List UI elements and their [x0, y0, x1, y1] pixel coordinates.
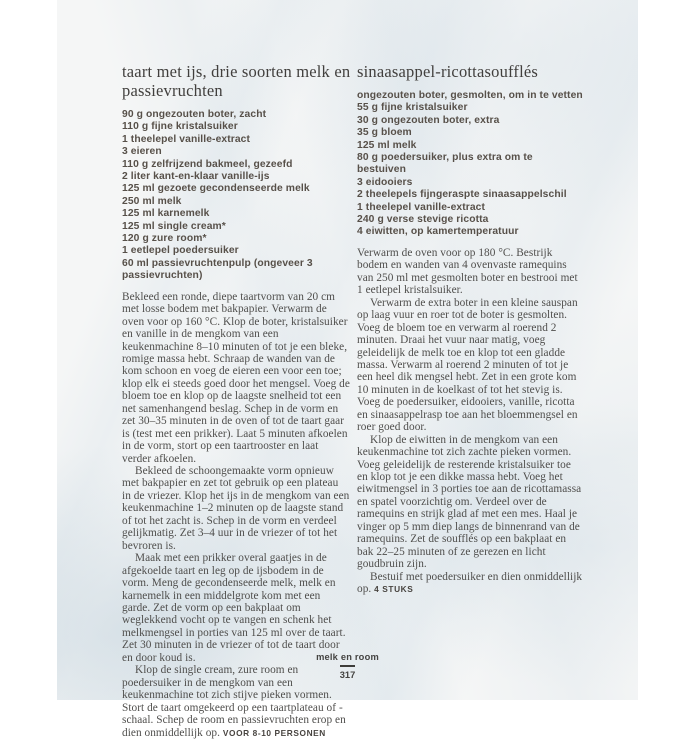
ingredient-list: [122, 109, 350, 283]
ingredient-item: 125 ml single cream*: [122, 220, 226, 232]
ingredient-list: [357, 90, 583, 239]
ingredient-item: 2 theelepels fijngeraspte sinaasappelschil: [357, 189, 567, 201]
instruction-paragraph: Maak met een prikker overal gaatjes in de afgekoelde taart en leg op de ijsbodem in de vorm. Meng de gecondenseerde melk, melk en karnemelk in een middelgrote kom met een garde. Zet de vorm op een bakplaat om weglekkend vocht op te vangen en schenk het melkmengsel in porties van 125 ml over de taart. Zet 30 minuten in de vriezer of tot de taart door en door koud is.: [122, 552, 346, 664]
instruction-paragraph: Verwarm de extra boter in een kleine sauspan op laag vuur en roer tot de boter is gesmolten. Voeg de bloem toe en verwarm al roerend 2 minuten. Draai het vuur naar matig, voeg geleidelijk de melk toe en klop tot een gladde massa. Verwarm al roerend 2 minuten of tot je een heel dik mengsel hebt. Zet in een grote kom 10 minuten in de koelkast of tot het stevig is. Voeg de poedersuiker, eidooiers, vanille, ricotta en sinaasappelrasp toe aan het bloemmengsel en roer goed door.: [357, 296, 578, 434]
ingredient-item: 2 liter kant-en-klaar vanille-ijs: [122, 171, 270, 183]
ingredient-item: 55 g fijne kristalsuiker: [357, 102, 468, 114]
instruction-paragraph: Verwarm de oven voor op 180 °C. Bestrijk bodem en wanden van 4 ovenvaste ramequins van 250 ml met gesmolten boter en bestrooi met 1 eetlepel kristalsuiker.: [357, 246, 578, 297]
ingredient-item: 35 g bloem: [357, 127, 412, 139]
ingredient-item: 1 theelepel vanille-extract: [122, 133, 251, 145]
ingredient-item: 240 g verse stevige ricotta: [357, 214, 489, 226]
ingredient-item: 80 g poedersuiker, plus extra om te bestuiven: [357, 152, 533, 176]
yield-badge: 4 STUKS: [374, 584, 414, 595]
ingredient-item: 250 ml melk: [122, 195, 182, 207]
instructions: [357, 247, 583, 596]
instruction-paragraph: Klop de eiwitten in de mengkom van een keukenmachine tot zich zachte pieken vormen. Voeg geleidelijk de resterende kristalsuiker toe en klop tot je een dikke massa hebt. Voeg het eiwitmengsel in 3 porties toe aan de ricottamassa en spatel voorzichtig om. Verdeel over de ramequins en strijk glad af met een mes. Haal je vinger op 5 mm diep langs de binnenrand van de ramequins. Zet de soufflés op een bakplaat en bak 22–25 minuten of ze gerezen en licht goudbruin zijn.: [357, 433, 582, 571]
ingredient-item: ongezouten boter, gesmolten, om in te vetten: [357, 90, 583, 101]
recipe-title: taart met ijs, drie soorten melk en passievruchten: [122, 62, 351, 100]
ingredient-item: 120 g zure room*: [122, 233, 207, 245]
ingredient-item: 30 g ongezouten boter, extra: [357, 114, 500, 126]
instruction-text: Bestuif met poedersuiker en dien onmiddellijk op.: [357, 570, 583, 596]
recipe-title: sinaasappel-ricottasoufflés: [357, 62, 539, 81]
recipe-column-right: [357, 62, 583, 596]
ingredient-item: 1 eetlepel poedersuiker: [122, 245, 239, 257]
ingredient-item: 110 g fijne kristalsuiker: [122, 121, 238, 133]
ingredient-item: 4 eiwitten, op kamertemperatuur: [357, 226, 519, 238]
page-number: 317: [339, 670, 356, 680]
ingredient-item: 60 ml passievruchtenpulp (ongeveer 3 passievruchten): [122, 257, 313, 282]
ingredient-item: 110 g zelfrijzend bakmeel, gezeefd: [122, 158, 293, 170]
instruction-text: Klop de single cream, zure room en poedersuiker in de mengkom van een keukenmachine tot zich stijve pieken vormen. Stort de taart omgekeerd op een taartplateau of -schaal. Schep de room en passievruchten erop en dien onmiddellijk op.: [122, 664, 346, 739]
ingredient-item: 3 eieren: [122, 146, 162, 158]
ingredient-item: 90 g ongezouten boter, zacht: [122, 109, 267, 120]
ingredient-item: 125 ml karnemelk: [122, 208, 210, 220]
instruction-paragraph: Bekleed de schoongemaakte vorm opnieuw met bakpapier en zet tot gebruik op een plateau in de vriezer. Klop het ijs in de mengkom van een keukenmachine 1–2 minuten op de laagste stand of tot het zacht is. Schep in de vorm en verdeel gelijkmatig. Zet 3–4 uur in de vriezer of tot het bevroren is.: [122, 465, 350, 552]
instruction-paragraph: [357, 571, 583, 596]
ingredient-item: 1 theelepel vanille-extract: [357, 201, 486, 213]
page-paper: [57, 0, 638, 739]
yield-badge: VOOR 8-10 PERSONEN: [222, 727, 326, 738]
footer-section-label: melk en room: [316, 652, 379, 662]
footer-divider: [340, 665, 355, 667]
page-footer: [57, 652, 638, 680]
instruction-paragraph: Bekleed een ronde, diepe taartvorm van 20 cm met losse bodem met bakpapier. Verwarm de oven voor op 160 °C. Klop de boter, kristalsuiker en vanille in de mengkom van een keukenmachine 8–10 minuten of tot je een bleke, romige massa hebt. Schraap de wanden van de kom schoon en voeg de eieren een voor een toe; klop elk ei steeds goed door het mengsel. Voeg de bloem toe en klop op de laagste snelheid tot een net samenhangend beslag. Schep in de vorm en zet 30–35 minuten in de oven of tot de taart gaar is (test met een prikker). Laat 5 minuten afkoelen in de vorm, stort op een taartrooster en laat verder afkoelen.: [122, 290, 350, 465]
recipe-column-left: [122, 62, 350, 739]
ingredient-item: 125 ml melk: [357, 139, 417, 151]
ingredient-item: 3 eidooiers: [357, 176, 413, 188]
ingredient-item: 125 ml gezoete gecondenseerde melk: [122, 183, 310, 195]
